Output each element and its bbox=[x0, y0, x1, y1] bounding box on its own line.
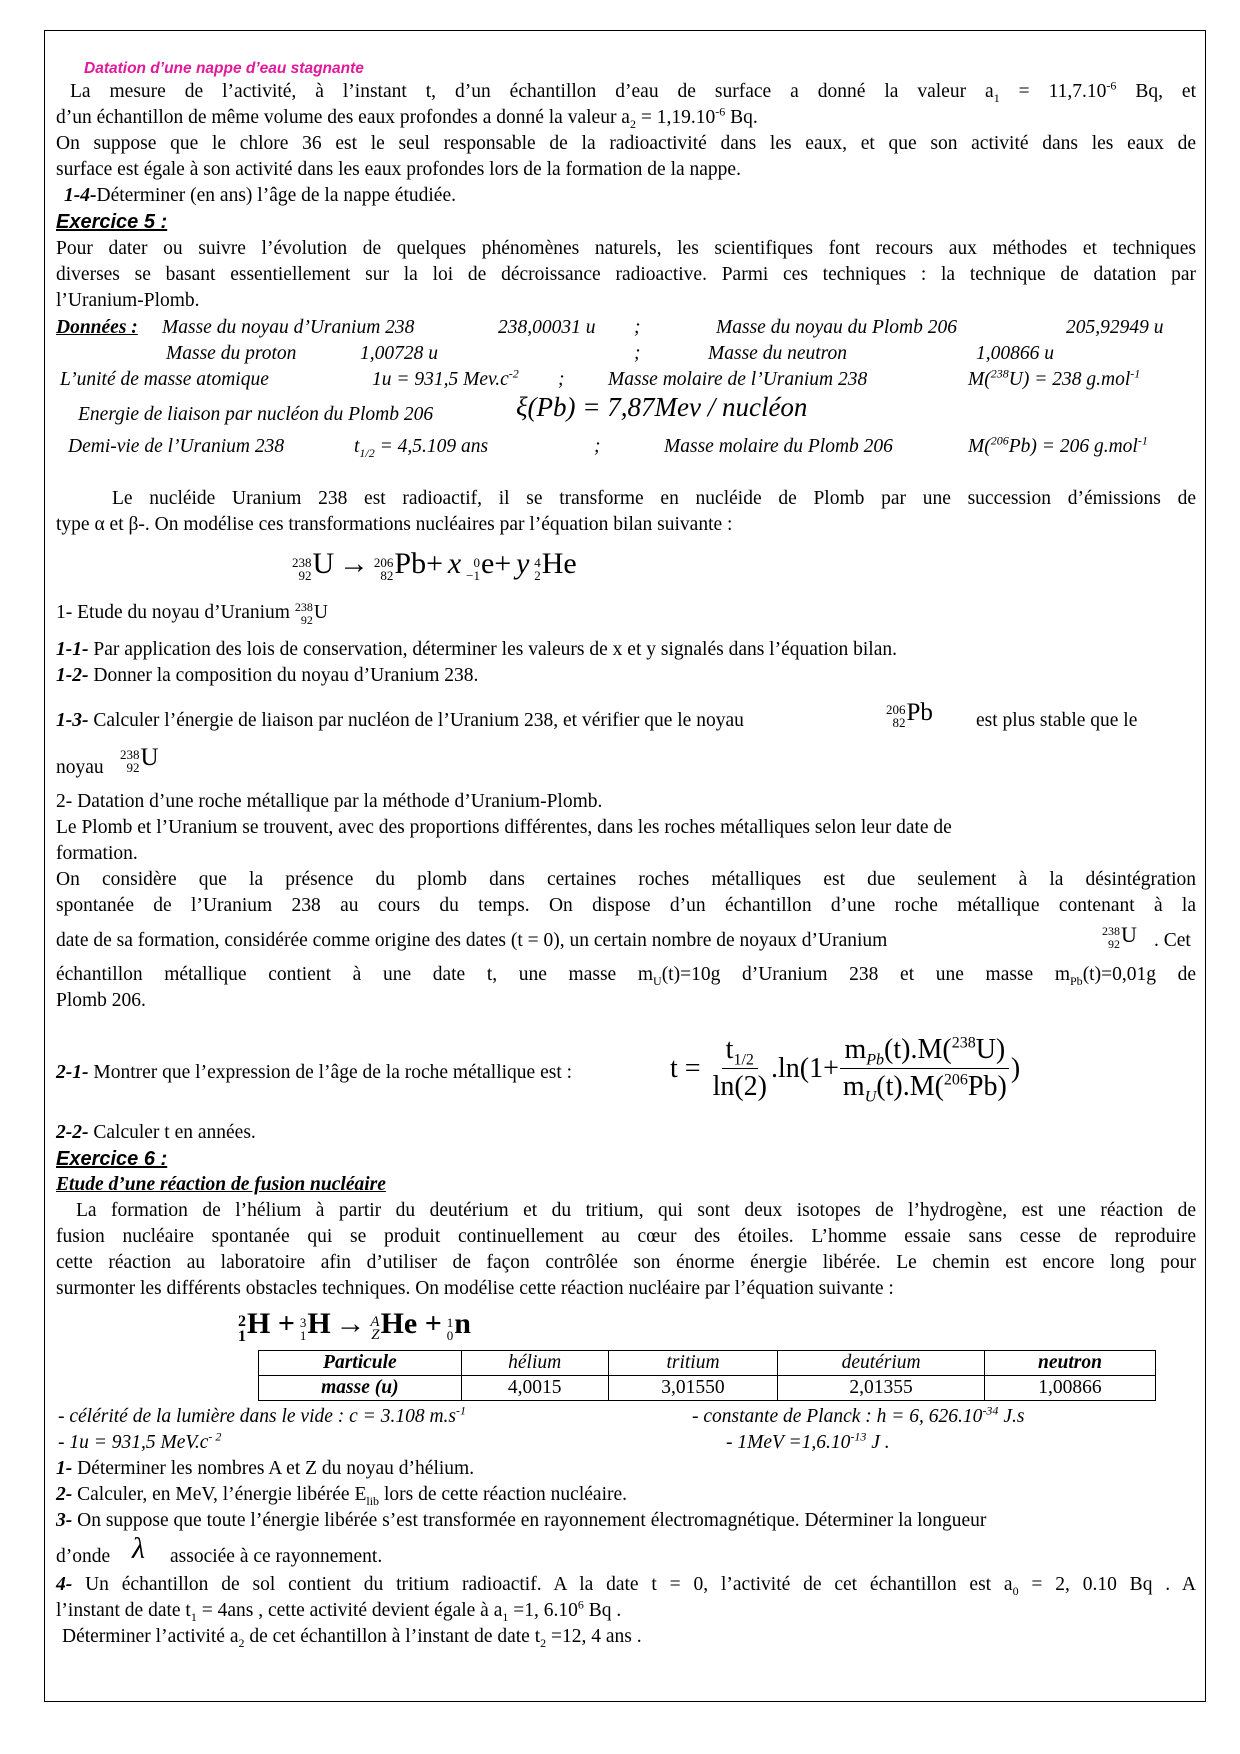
binding-energy-pb: ξ(Pb) = 7,87Mev / nucléon bbox=[516, 392, 808, 422]
table-row bbox=[259, 1376, 1156, 1401]
question-2-1: 2-1- Montrer que l’expression de l’âge de la roche métallique est : t = $\frac{t_{1/2}}{\ln(2)}$ .ln(1+ $\frac{m_{Pb}(t).M(^{238}U)}{m_U(t).M(^{206}Pb)}$ ) bbox=[56, 1034, 1021, 1106]
paragraph-line: formation. bbox=[56, 843, 138, 864]
age-formula: t = $\frac{t_{1/2}}{\ln(2)}$ .ln(1+ $\frac{m_{Pb}(t).M(^{238}U)}{m_U(t).M(^{206}Pb)}$ ) bbox=[670, 1034, 1021, 1106]
question-6-4-cont: Déterminer l’activité $a_2$ de cet échantillon à l’instant de date $t_2 =12$, 4 ans . bbox=[62, 1626, 642, 1650]
exercise-5-heading: Exercice 5 : bbox=[56, 211, 168, 233]
data-row-2: Masse du proton 1,00728 u ; Masse du neutron 1,00866 u bbox=[166, 343, 1054, 364]
constants-row-1: - célérité de la lumière dans le vide : c = 3.108 $m.s^{-1}$ - constante de Planck : h = 6, $626.10^{-34}$ J.s bbox=[58, 1403, 1025, 1427]
data-row-5: Demi-vie de l’Uranium 238 $t_{1/2} = 4,5.109$ ans ; Masse molaire du Plomb 206 M($^{206}$Pb) = 206 g.mol$^{-1}$ bbox=[68, 433, 1148, 460]
table-cell: hélium bbox=[461, 1351, 608, 1376]
paragraph-line: Pour dater ou suivre l’évolution de quelques phénomènes naturels, les scientifiques font recours aux méthodes et techniques bbox=[56, 238, 1196, 259]
question-6-1: 1- Déterminer les nombres A et Z du noyau d’hélium. bbox=[56, 1458, 475, 1479]
data-row-4: Energie de liaison par nucléon du Plomb 206 ξ(Pb) = 7,87Mev / nucléon bbox=[78, 392, 808, 425]
paragraph-line: type α et β-. On modélise ces transformations nucléaires par l’équation bilan suivante : bbox=[56, 514, 733, 535]
decay-equation: 238 92 U → 206 82 Pb+ x 0 −1 e+ y 4 2 He bbox=[292, 547, 577, 583]
question-1-2: 1-2- Donner la composition du noyau d’Uranium 238. bbox=[56, 665, 479, 686]
question-6-4-cont: l’instant de date $t_1 = 4ans$ , cette activité devient égale à $a_1 =1$, 6.10$^6$ Bq . bbox=[56, 1597, 622, 1624]
question-1-3-cont: noyau 238 92 U bbox=[56, 744, 159, 778]
table-cell: deutérium bbox=[778, 1351, 985, 1376]
paragraph-line: La formation de l’hélium à partir du deutérium et du tritium, qui sont deux isotopes de l’hydrogène, est une réaction de bbox=[76, 1200, 1196, 1221]
paragraph-line: Le nucléide Uranium 238 est radioactif, il se transforme en nucléide de Plomb par une succession d’émissions de bbox=[112, 488, 1196, 509]
question-1-1: 1-1- Par application des lois de conservation, déterminer les valeurs de x et y signalés dans l’équation bilan. bbox=[56, 639, 897, 660]
paragraph-line: Plomb 206. bbox=[56, 990, 146, 1011]
mass-table bbox=[258, 1350, 1156, 1401]
table-cell: 2,01355 bbox=[778, 1376, 985, 1401]
exercise-6-subheading: Etude d’une réaction de fusion nucléaire bbox=[56, 1174, 386, 1195]
paragraph-line: spontanée de l’Uranium 238 au cours du temps. On dispose d’un échantillon d’une roche métallique contenant à la bbox=[56, 895, 1196, 916]
paragraph-line: échantillon métallique contient à une date t, une masse $m_U(t)=10g$ d’Uranium 238 et une masse $m_{Pb}(t)=0,01g$ de bbox=[56, 964, 1197, 988]
section-title-datation: Datation d’une nappe d’eau stagnante bbox=[84, 60, 364, 77]
paragraph-line: diverses se basant essentiellement sur la loi de décroissance radioactive. Parmi ces techniques : la technique de datation par bbox=[56, 264, 1196, 285]
table-cell: tritium bbox=[608, 1351, 778, 1376]
question-1-3: 1-3- Calculer l’énergie de liaison par nucléon de l’Uranium 238, et vérifier que le noyau 206 82 Pb est plus stable que le bbox=[56, 699, 1138, 731]
paragraph-line: Le Plomb et l’Uranium se trouvent, avec des proportions différentes, dans les roches métalliques selon leur date de bbox=[56, 817, 952, 838]
section-2-title: 2- Datation d’une roche métallique par la méthode d’Uranium-Plomb. bbox=[56, 791, 603, 812]
question-6-3: 3- On suppose que toute l’énergie libérée s’est transformée en rayonnement électromagnétique. Déterminer la longueur bbox=[56, 1510, 987, 1531]
data-row-3: L’unité de masse atomique 1u = 931,5 $Mev.c^{-2}$ ; Masse molaire de l’Uranium 238 M($^{238}$U) = 238 g.mol$^{-1}$ bbox=[60, 366, 1141, 390]
paragraph-line: d’un échantillon de même volume des eaux profondes a donné la valeur $a_2 = 1,19.10^{-6}$ Bq. bbox=[56, 104, 758, 131]
question-6-3-cont: d’onde λ associée à ce rayonnement. bbox=[56, 1532, 383, 1567]
question-2-2: 2-2- Calculer t en années. bbox=[56, 1122, 256, 1143]
table-cell: neutron bbox=[984, 1351, 1155, 1376]
section-1-title: 1- Etude du noyau d’Uranium 238 92 U bbox=[56, 599, 328, 627]
table-cell: 4,0015 bbox=[461, 1376, 608, 1401]
paragraph-line: l’Uranium-Plomb. bbox=[56, 290, 200, 311]
paragraph-line: fusion nucléaire spontanée qui se produit continuellement au cœur des étoiles. L’homme essaie sans cesse de reproduire bbox=[56, 1226, 1196, 1247]
table-cell: 1,00866 bbox=[984, 1376, 1155, 1401]
paragraph-line: La mesure de l’activité, à l’instant t, d’un échantillon d’eau de surface a donné la valeur $a_1 = 11,7.10^{-6}$ Bq, et bbox=[70, 78, 1196, 105]
paragraph-line: cette réaction au laboratoire afin d’utiliser de façon contrôlée son énorme énergie libérée. Le chemin est encore long pour bbox=[56, 1252, 1196, 1273]
table-cell: 3,01550 bbox=[608, 1376, 778, 1401]
table-cell: masse (u) bbox=[259, 1376, 462, 1401]
constants-row-2: - 1u = 931,5 $MeV.c^{- 2}$ - $1MeV =1,6.10^{-13}$ J . bbox=[58, 1429, 890, 1453]
paragraph-line: On suppose que le chlore 36 est le seul responsable de la radioactivité dans les eaux, et que son activité dans les eaux de bbox=[56, 133, 1196, 154]
table-row bbox=[259, 1351, 1156, 1376]
question-6-4: 4- Un échantillon de sol contient du tritium radioactif. A la date t = 0, l’activité de cet échantillon est $a_0 = 2$, 0.10 Bq . A bbox=[56, 1574, 1197, 1598]
table-cell: Particule bbox=[259, 1351, 462, 1376]
lambda-symbol: λ bbox=[132, 1532, 145, 1565]
question-1-4: 1-4-Déterminer (en ans) l’âge de la nappe étudiée. bbox=[64, 185, 456, 206]
fusion-equation: 2 1 H + 3 1 H → A Z He + 1 0 n bbox=[238, 1307, 471, 1345]
paragraph-line: surface est égale à son activité dans les eaux profondes lors de la formation de la nappe. bbox=[56, 159, 741, 180]
paragraph-line: On considère que la présence du plomb dans certaines roches métalliques est due seulement à la désintégration bbox=[56, 869, 1196, 890]
exercise-6-heading: Exercice 6 : bbox=[56, 1148, 168, 1170]
paragraph-line: date de sa formation, considérée comme origine des dates (t = 0), un certain nombre de noyaux d’Uranium 238 92 U . Cet bbox=[56, 922, 1191, 951]
data-row-1: Données : Masse du noyau d’Uranium 238 238,00031 u ; Masse du noyau du Plomb 206 205,92949 u bbox=[56, 317, 1164, 338]
question-6-2: 2- Calculer, en MeV, l’énergie libérée $E_{lib}$ lors de cette réaction nucléaire. bbox=[56, 1484, 628, 1508]
paragraph-line: surmonter les différents obstacles techniques. On modélise cette réaction nucléaire par l’équation suivante : bbox=[56, 1278, 894, 1299]
